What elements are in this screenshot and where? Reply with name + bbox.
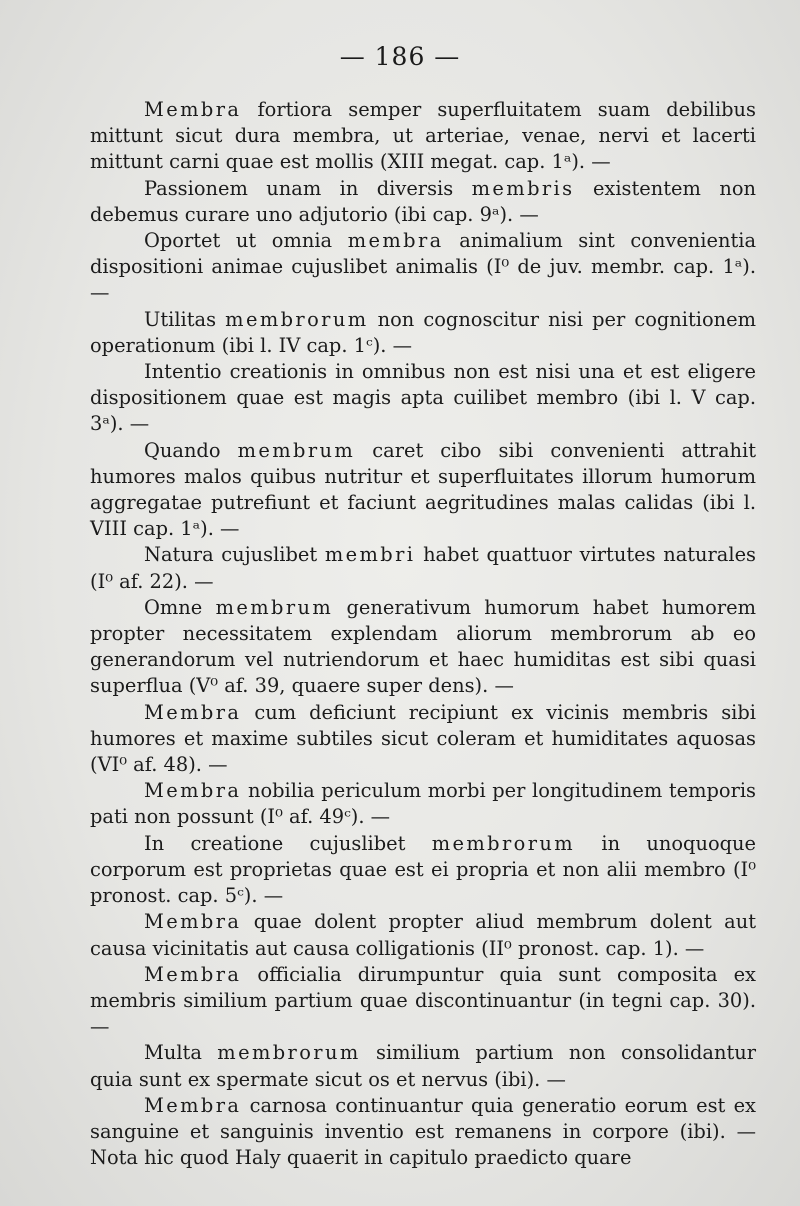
paragraph-text: carnosa continuantur quia generatio eorum est ex sanguine et sanguinis inventio est remanens in corpore (ibi). — Nota hic quod Haly quaerit in capitulo praedicto quare (90, 1093, 756, 1170)
paragraph-text: caret cibo sibi convenienti attrahit humores malos quibus nutritur et superfluitates illorum humorum aggregatae putrefiunt et faciunt aegritudines malas calidas (ibi l. VIII cap. 1ᵃ). — (90, 438, 756, 541)
paragraph-text: Intentio creationis in omnibus non est nisi una et est eligere dispositionem quae est magis apta cuilibet membro (ibi l. V cap. 3ᵃ). — (90, 360, 756, 436)
paragraph-text: nobilia periculum morbi per longitudinem temporis pati non possunt (I⁰ af. 49ᶜ). — (90, 779, 756, 829)
keyword: membra (347, 229, 444, 253)
paragraph (90, 359, 756, 438)
paragraph-text: animalium sint convenientia dispositioni animae cujuslibet animalis (I⁰ de juv. membr. cap. 1ᵃ). — (90, 229, 756, 305)
paragraph-text: In creatione cujuslibet (144, 831, 432, 855)
paragraph-text: in unoquoque corporum est proprietas quae est ei propria et non alii membro (I⁰ pronost. cap. 5ᶜ). — (90, 831, 756, 908)
paragraph-text: generativum humorum habet humorem propter necessitatem explendam aliorum membrorum ab eo generandorum vel nutriendorum et haec humiditas est sibi quasi superflua (V⁰ af. 39, quaere super dens). — (90, 595, 756, 698)
paragraph (90, 307, 756, 359)
paragraph (90, 1040, 756, 1092)
paragraph-text: Natura cujuslibet (144, 543, 325, 567)
paragraph-text: Utilitas (144, 307, 226, 331)
keyword: membrorum (217, 1041, 361, 1065)
paragraph-text: habet quattuor virtutes naturales (I⁰ af. 22). — (90, 543, 756, 593)
paragraph-text: fortiora semper superfluitatem suam debilibus mittunt sicut dura membra, ut arteriae, venae, nervi et lacerti mittunt carni quae est mollis (XIII megat. cap. 1ᵃ). — (90, 98, 756, 174)
paragraph (90, 228, 756, 307)
paragraph-text: officialia dirumpuntur quia sunt composita ex membris similium partium quae discontinuantur (in tegni cap. 30). — (90, 962, 756, 1039)
paragraph-text: quae dolent propter aliud membrum dolent aut causa vicinitatis aut causa colligationis (II⁰ pronost. cap. 1). — (90, 910, 756, 960)
keyword: Membra (144, 1093, 242, 1117)
paragraph (90, 1093, 756, 1172)
paragraph (90, 778, 756, 830)
paragraph (90, 909, 756, 961)
keyword: membri (324, 543, 416, 567)
keyword: Membra (144, 962, 242, 986)
paragraph (90, 595, 756, 700)
keyword: Membra (144, 779, 242, 803)
keyword: membrorum (431, 831, 576, 855)
keyword: Membra (144, 910, 242, 934)
paragraph-text: Quando (144, 438, 238, 462)
paragraph-text: existentem non debemus curare uno adjutorio (ibi cap. 9ᵃ). — (90, 176, 756, 226)
keyword: membris (471, 176, 575, 200)
page-number: — 186 — (339, 42, 461, 71)
paragraph (90, 542, 756, 594)
paragraph (90, 831, 756, 910)
keyword: Membra (144, 98, 242, 121)
text-body (90, 97, 756, 1171)
keyword: membrum (215, 595, 334, 619)
keyword: membrorum (225, 307, 369, 331)
paragraph (90, 700, 756, 779)
paragraph (90, 176, 756, 228)
paragraph-text: Multa (144, 1041, 218, 1065)
paragraph-text: Oportet ut omnia (144, 229, 348, 253)
paragraph-text: similium partium non consolidantur quia sunt ex spermate sicut os et nervus (ibi). — (90, 1041, 757, 1091)
paragraph-text: non cognoscitur nisi per cognitionem operationum (ibi l. IV cap. 1ᶜ). — (90, 307, 756, 357)
paragraph (90, 438, 756, 543)
paragraph-text: Omne (144, 595, 216, 619)
paragraph (90, 97, 756, 176)
paragraph-text: Passionem unam in diversis (144, 176, 472, 200)
keyword: membrum (237, 438, 356, 462)
paragraph-text: cum deficiunt recipiunt ex vicinis membris sibi humores et maxime subtiles sicut coleram et humiditates aquosas (VI⁰ af. 48). — (90, 700, 756, 777)
keyword: Membra (144, 700, 242, 724)
paragraph (90, 962, 756, 1041)
